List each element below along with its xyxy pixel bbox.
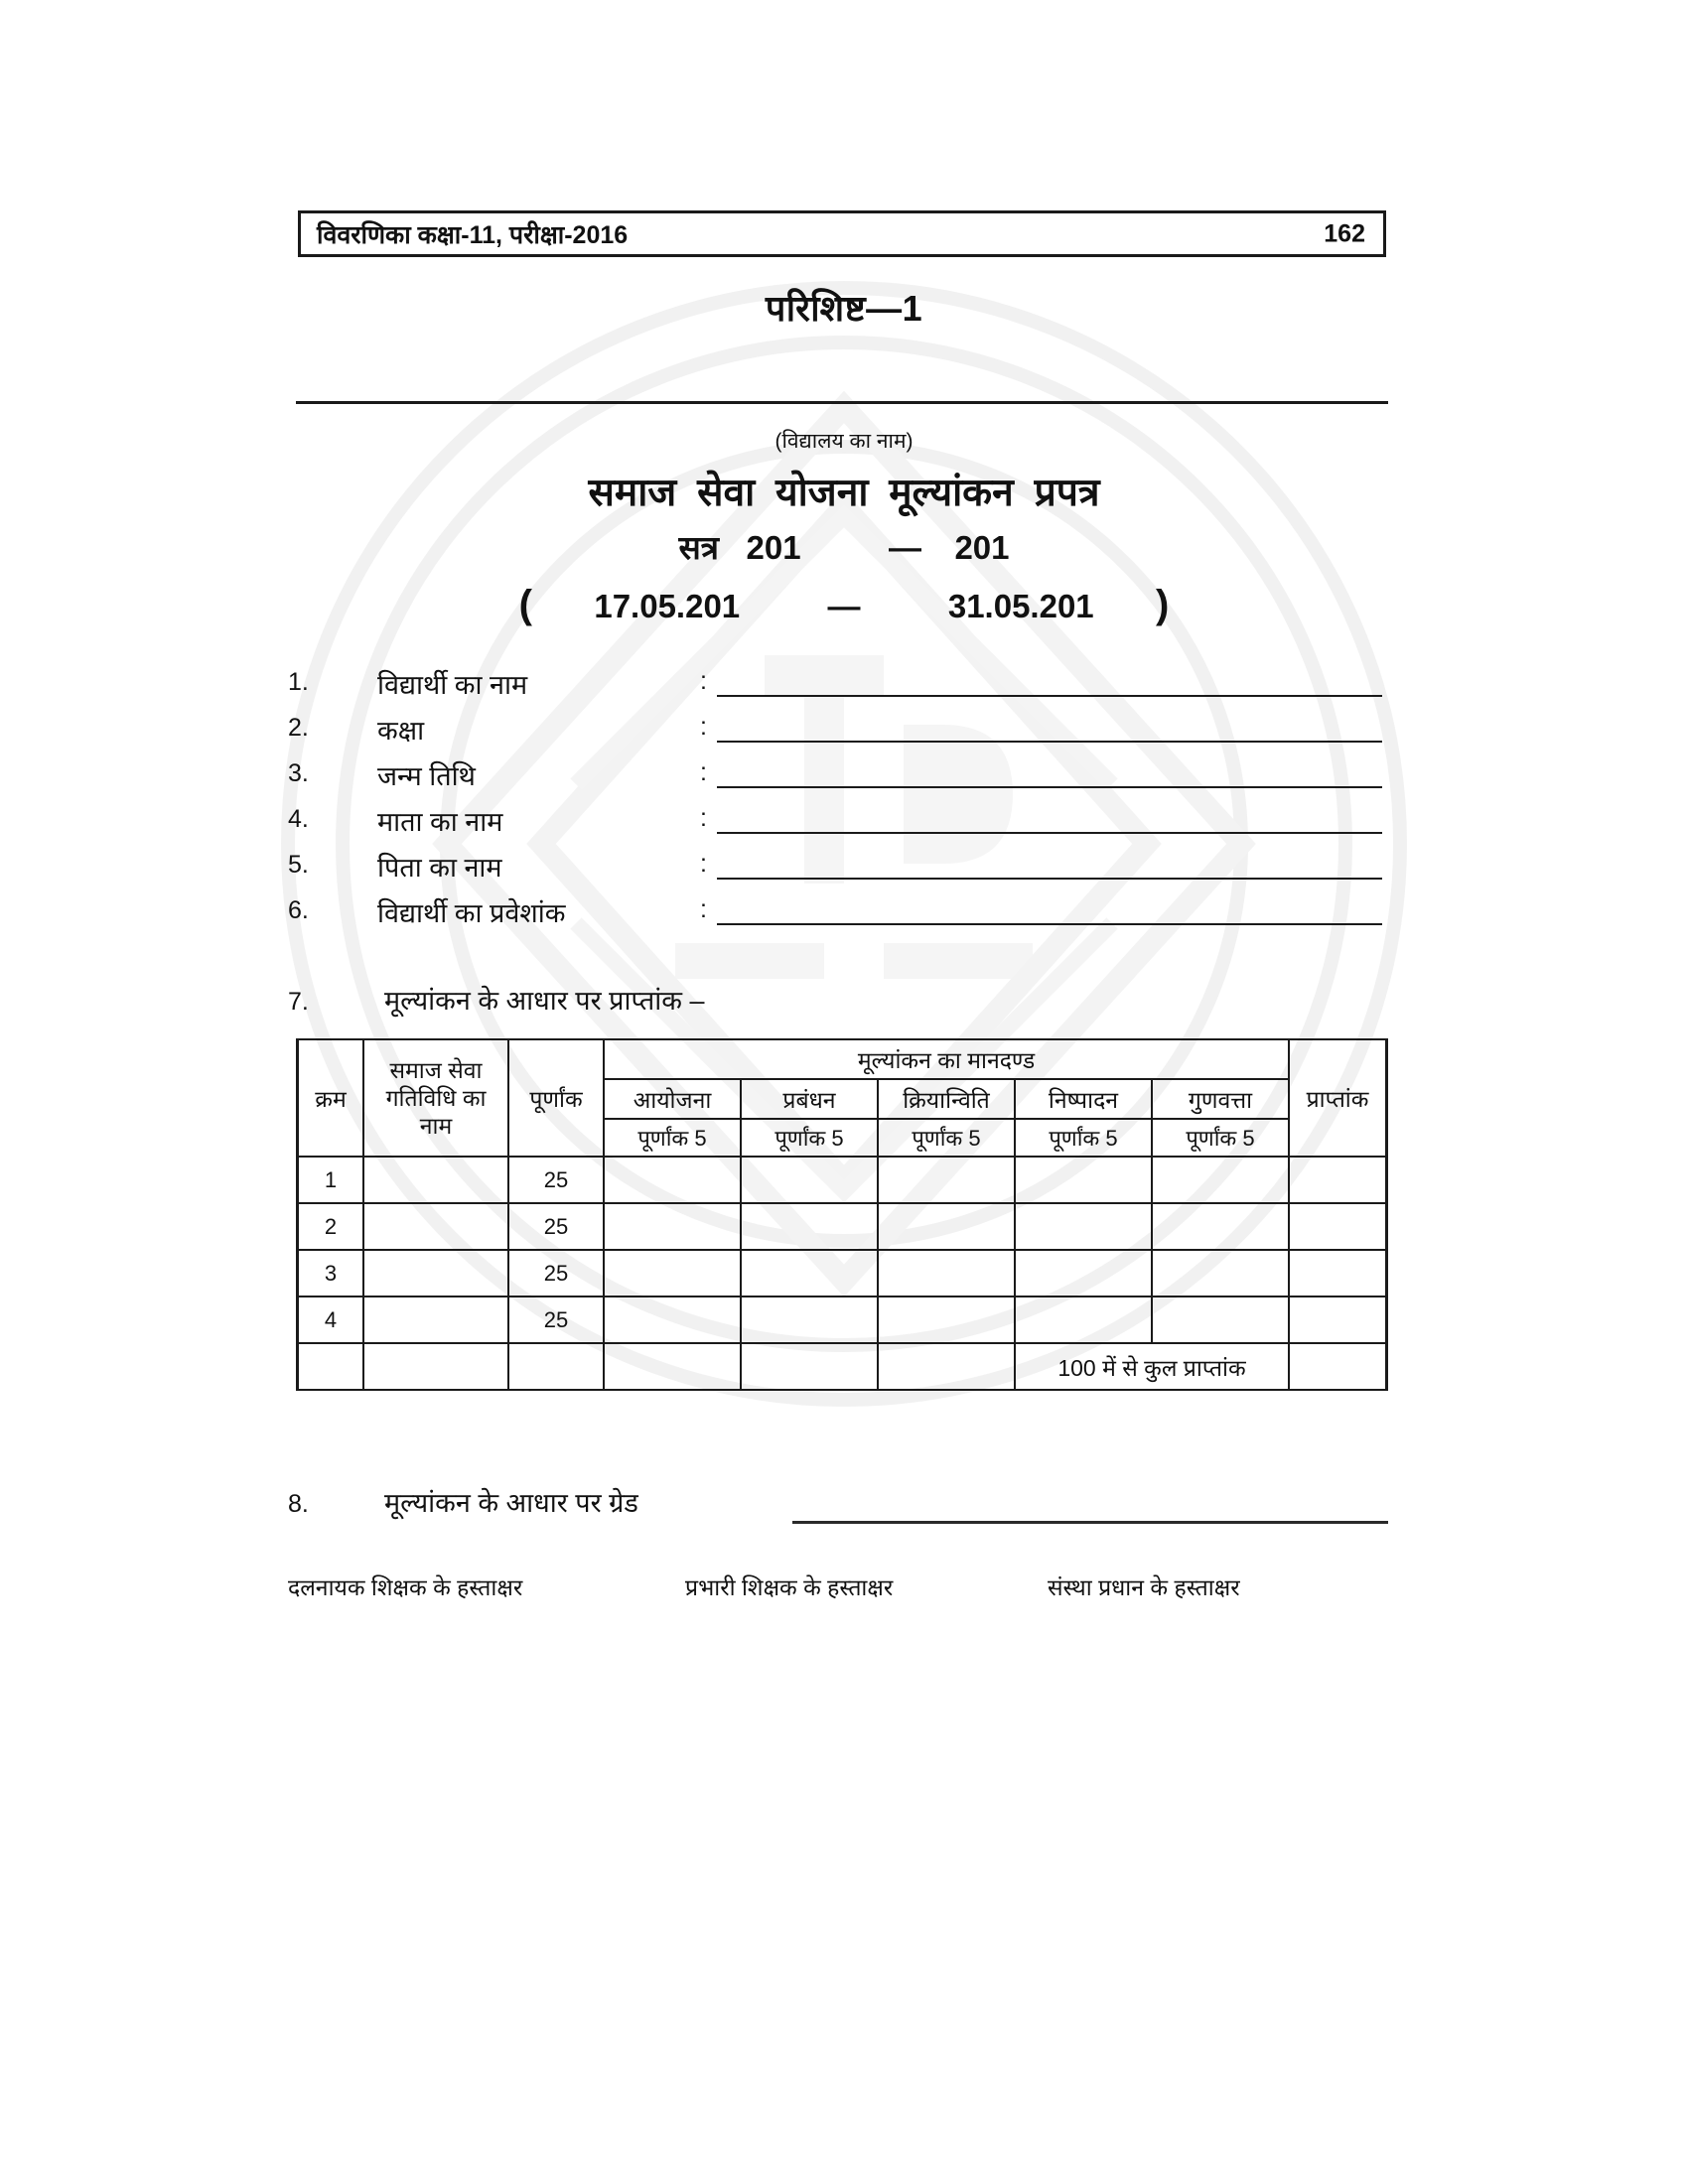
table-row: [298, 1157, 1387, 1203]
field-input-father-name[interactable]: [717, 878, 1382, 880]
field-label-class: कक्षा: [377, 716, 425, 746]
table-row: [298, 1297, 1387, 1343]
field-number: 2.: [288, 714, 309, 742]
cell-obtained[interactable]: [1289, 1297, 1387, 1343]
cell-planning[interactable]: [604, 1203, 741, 1250]
cell-max-marks: 25: [508, 1157, 604, 1203]
field-label-student-name: विद्यार्थी का नाम: [377, 670, 528, 700]
signature-incharge-teacher: प्रभारी शिक्षक के हस्ताक्षर: [685, 1574, 894, 1600]
total-cell-activity: [363, 1343, 508, 1390]
col-header-criterion-implementation: क्रियान्विति: [878, 1079, 1015, 1119]
field-number: 1.: [288, 668, 309, 696]
col-submax-planning: पूर्णांक 5: [604, 1119, 741, 1157]
col-submax-quality: पूर्णांक 5: [1152, 1119, 1289, 1157]
cell-activity[interactable]: [363, 1203, 508, 1250]
col-header-criterion-quality: गुणवत्ता: [1152, 1079, 1289, 1119]
col-header-activity: समाज सेवा गतिविधि का नाम: [363, 1039, 508, 1157]
cell-planning[interactable]: [604, 1250, 741, 1297]
field-colon: :: [700, 804, 707, 832]
col-header-obtained: प्राप्तांक: [1289, 1039, 1387, 1157]
col-header-criterion-planning: आयोजना: [604, 1079, 741, 1119]
col-submax-management: पूर्णांक 5: [741, 1119, 878, 1157]
total-label: 100 में से कुल प्राप्तांक: [1015, 1343, 1289, 1390]
form-title: समाज सेवा योजना मूल्यांकन प्रपत्र: [588, 472, 1100, 514]
total-cell-management: [741, 1343, 878, 1390]
date-range-line: [0, 583, 1688, 627]
cell-serial: 3: [298, 1250, 364, 1297]
cell-implementation[interactable]: [878, 1203, 1015, 1250]
cell-max-marks: 25: [508, 1250, 604, 1297]
field-colon: :: [700, 713, 707, 741]
session-label: सत्र: [678, 529, 720, 566]
cell-performance[interactable]: [1015, 1203, 1152, 1250]
cell-obtained[interactable]: [1289, 1203, 1387, 1250]
cell-activity[interactable]: [363, 1157, 508, 1203]
col-header-criterion-performance: निष्पादन: [1015, 1079, 1152, 1119]
item-7-number: 7.: [288, 988, 309, 1016]
cell-obtained[interactable]: [1289, 1157, 1387, 1203]
col-submax-implementation: पूर्णांक 5: [878, 1119, 1015, 1157]
session-to-value: 201: [954, 529, 1010, 566]
cell-management[interactable]: [741, 1250, 878, 1297]
top-divider: [296, 401, 1388, 404]
total-cell-serial: [298, 1343, 364, 1390]
col-submax-performance: पूर्णांक 5: [1015, 1119, 1152, 1157]
appendix-title: परिशिष्ट—1: [765, 288, 923, 329]
field-input-mother-name[interactable]: [717, 832, 1382, 834]
total-obtained-value[interactable]: [1289, 1343, 1387, 1390]
session-line: [0, 524, 1688, 569]
field-row-4: [288, 802, 1390, 848]
col-header-max-marks: पूर्णांक: [508, 1039, 604, 1157]
cell-max-marks: 25: [508, 1203, 604, 1250]
cell-planning[interactable]: [604, 1297, 741, 1343]
field-colon: :: [700, 667, 707, 695]
item-8-label: मूल्यांकन के आधार पर ग्रेड: [383, 1488, 638, 1518]
cell-obtained[interactable]: [1289, 1250, 1387, 1297]
cell-quality[interactable]: [1152, 1157, 1289, 1203]
session-from-value: 201: [746, 529, 801, 566]
date-from-value: 17.05.201: [594, 588, 741, 624]
field-number: 5.: [288, 851, 309, 879]
school-name-note: (विद्यालय का नाम): [774, 430, 914, 453]
total-cell-planning: [604, 1343, 741, 1390]
table-total-row: [298, 1343, 1387, 1390]
field-number: 4.: [288, 805, 309, 833]
item-8-number: 8.: [288, 1490, 309, 1518]
cell-implementation[interactable]: [878, 1250, 1015, 1297]
field-input-class[interactable]: [717, 741, 1382, 743]
field-row-5: [288, 848, 1390, 893]
table-header-row-1: [298, 1039, 1387, 1079]
cell-management[interactable]: [741, 1157, 878, 1203]
cell-planning[interactable]: [604, 1157, 741, 1203]
col-header-criteria-group: मूल्यांकन का मानदण्ड: [604, 1039, 1289, 1079]
field-colon: :: [700, 895, 707, 923]
cell-implementation[interactable]: [878, 1157, 1015, 1203]
field-colon: :: [700, 850, 707, 878]
col-header-serial: क्रम: [298, 1039, 364, 1157]
cell-management[interactable]: [741, 1297, 878, 1343]
cell-performance[interactable]: [1015, 1157, 1152, 1203]
item-7-heading: [288, 981, 704, 1018]
field-label-admission-no: विद्यार्थी का प्रवेशांक: [377, 898, 566, 928]
paren-open: (: [518, 583, 532, 626]
item-8-heading: [288, 1483, 638, 1520]
cell-quality[interactable]: [1152, 1203, 1289, 1250]
signature-row: [288, 1570, 1390, 1610]
cell-performance[interactable]: [1015, 1250, 1152, 1297]
cell-serial: 1: [298, 1157, 364, 1203]
cell-activity[interactable]: [363, 1297, 508, 1343]
field-row-2: [288, 711, 1390, 756]
cell-activity[interactable]: [363, 1250, 508, 1297]
table-row: [298, 1203, 1387, 1250]
cell-quality[interactable]: [1152, 1297, 1289, 1343]
cell-quality[interactable]: [1152, 1250, 1289, 1297]
date-dash: —: [827, 588, 861, 624]
field-label-mother-name: माता का नाम: [377, 807, 503, 837]
field-row-1: [288, 665, 1390, 711]
cell-serial: 4: [298, 1297, 364, 1343]
running-header: [298, 210, 1386, 257]
cell-max-marks: 25: [508, 1297, 604, 1343]
item-7-label: मूल्यांकन के आधार पर प्राप्तांक –: [383, 986, 705, 1016]
total-cell-max-marks: [508, 1343, 604, 1390]
session-dash: —: [888, 529, 921, 566]
field-input-admission-no[interactable]: [717, 923, 1382, 925]
field-number: 3.: [288, 759, 309, 787]
field-number: 6.: [288, 896, 309, 924]
field-input-dob[interactable]: [717, 786, 1382, 788]
date-to-value: 31.05.201: [947, 588, 1094, 624]
total-cell-implementation: [878, 1343, 1015, 1390]
page-number: 162: [1324, 219, 1365, 247]
table-row: [298, 1250, 1387, 1297]
field-row-3: [288, 756, 1390, 802]
header-booklet-title: विवरणिका कक्षा-11, परीक्षा-2016: [317, 220, 629, 249]
field-input-student-name[interactable]: [717, 695, 1382, 697]
paren-close: ): [1156, 583, 1170, 626]
cell-management[interactable]: [741, 1203, 878, 1250]
col-header-criterion-management: प्रबंधन: [741, 1079, 878, 1119]
field-label-father-name: पिता का नाम: [377, 853, 502, 883]
evaluation-marks-table: [296, 1038, 1388, 1391]
cell-performance[interactable]: [1015, 1297, 1152, 1343]
field-label-dob: जन्म तिथि: [377, 761, 476, 791]
cell-serial: 2: [298, 1203, 364, 1250]
signature-team-leader-teacher: दलनायक शिक्षक के हस्ताक्षर: [288, 1574, 523, 1600]
grade-input-line[interactable]: [792, 1521, 1388, 1524]
cell-implementation[interactable]: [878, 1297, 1015, 1343]
field-colon: :: [700, 758, 707, 786]
signature-institution-head: संस्था प्रधान के हस्ताक्षर: [1048, 1574, 1240, 1600]
field-row-6: [288, 893, 1390, 939]
